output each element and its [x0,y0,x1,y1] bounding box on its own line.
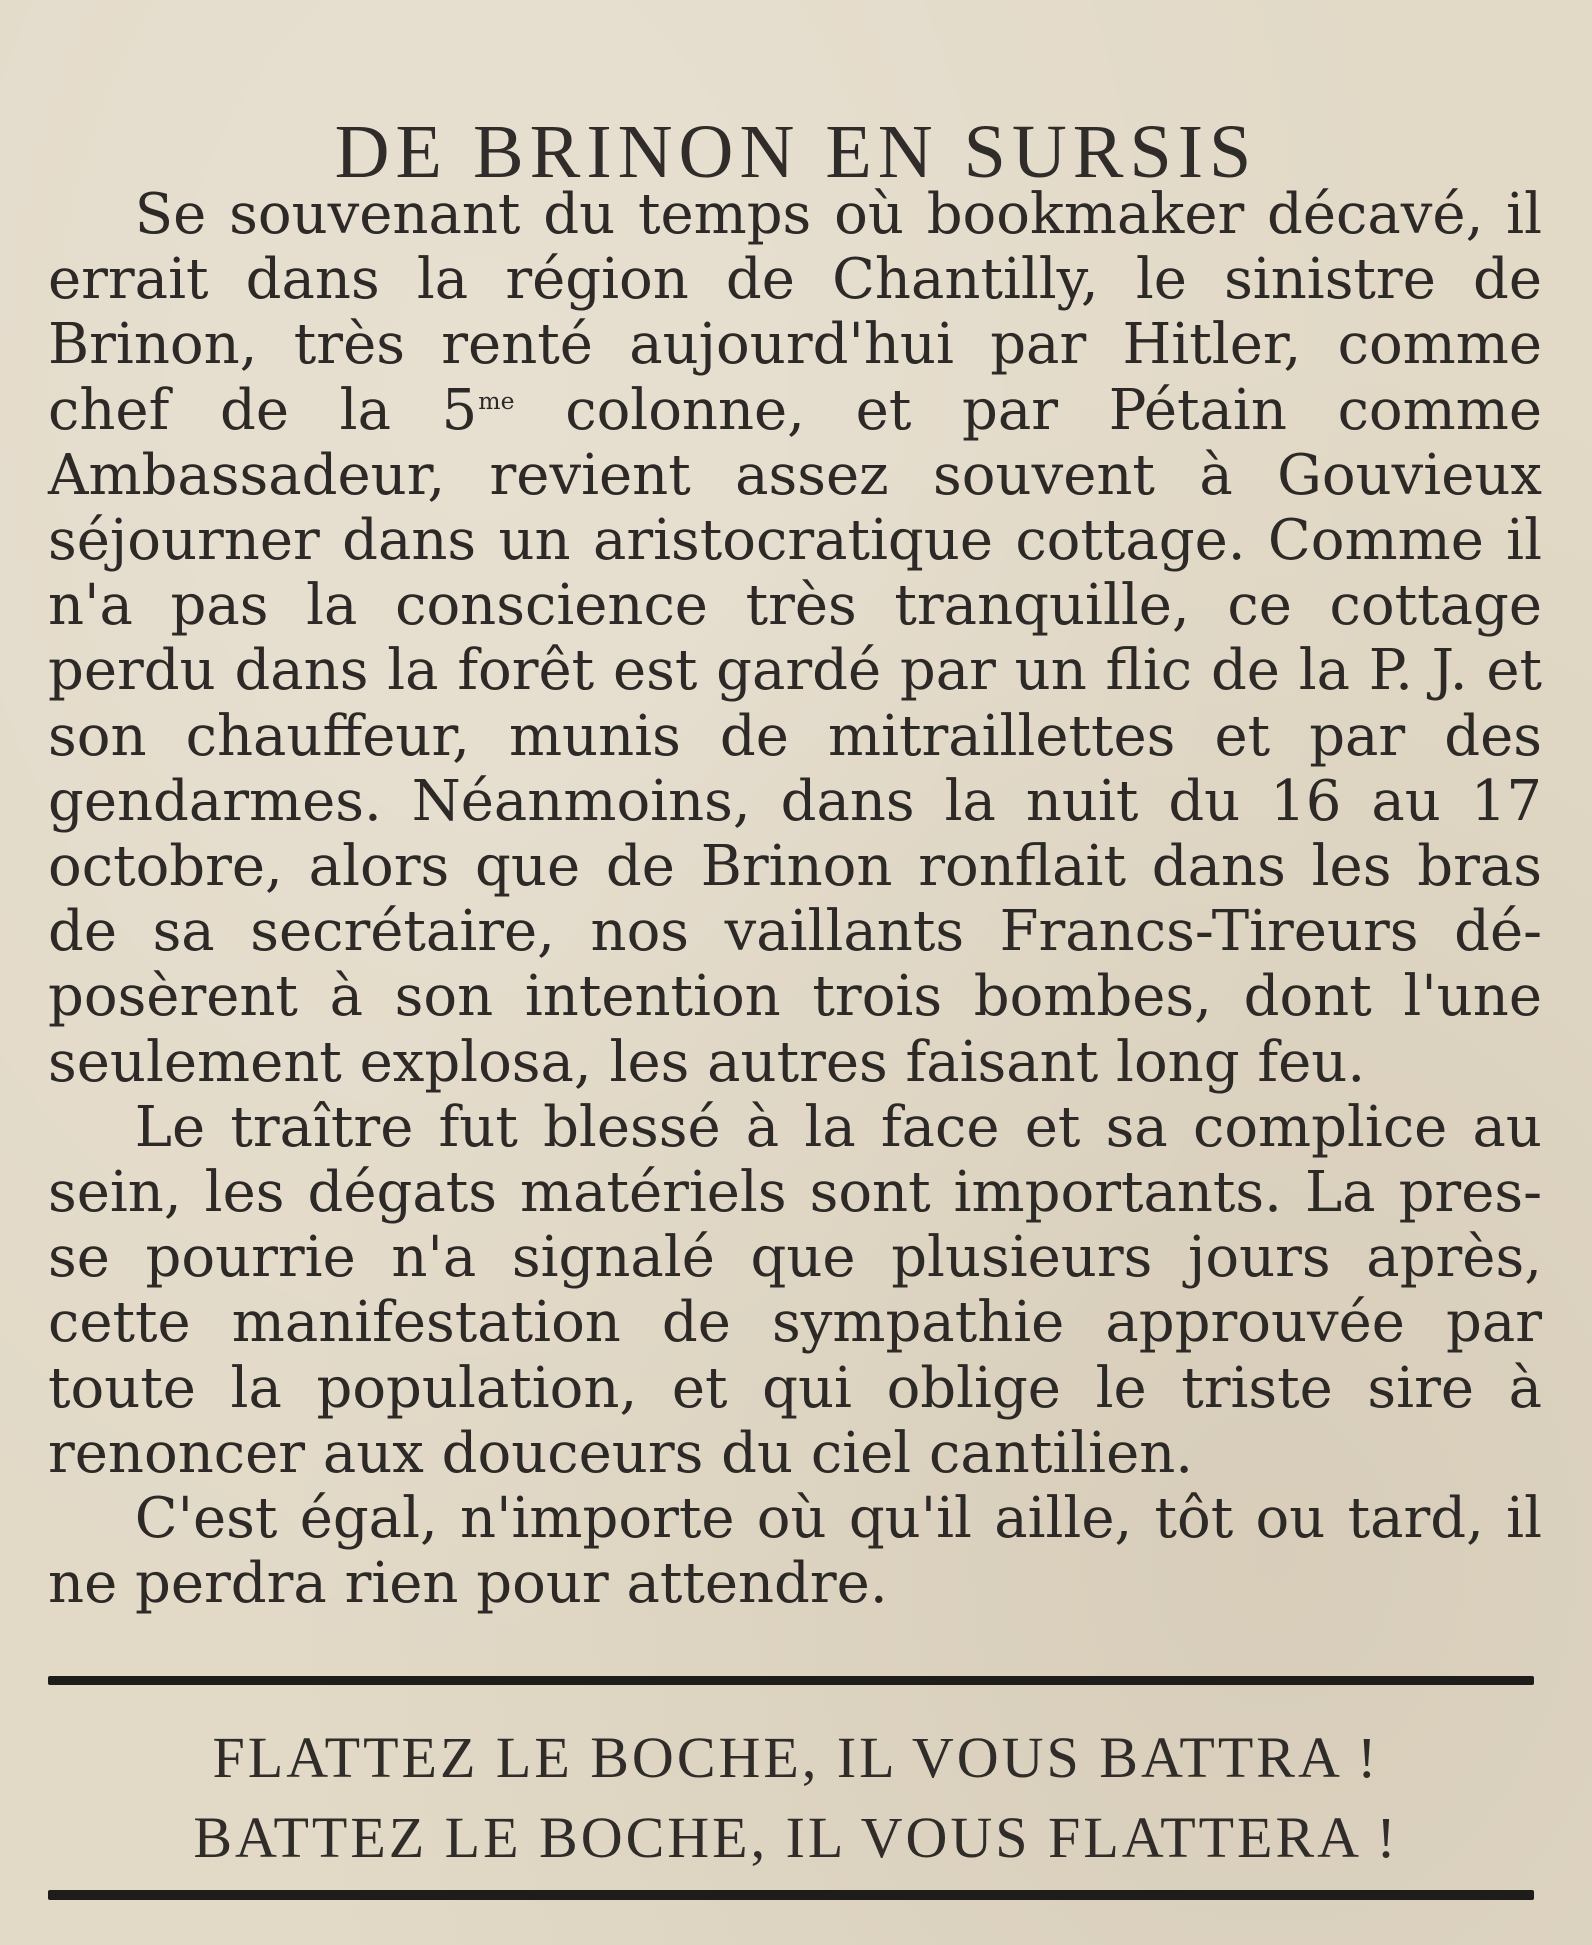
article-paragraph-1 [48,182,1542,1095]
ordinal-superscript: me [478,386,515,415]
divider-rule-bottom [48,1890,1534,1900]
slogan-block [0,1718,1592,1878]
article-title: DE BRINON EN SURSIS [334,109,1258,194]
article-paragraph-3: C'est égal, n'importe où qu'il aille, tôt ou tard, il ne perdra rien pour attendre. [48,1486,1542,1617]
article-body [48,182,1542,1616]
slogan-line-1: FLATTEZ LE BOCHE, IL VOUS BATTRA ! [212,1725,1380,1790]
article-paragraph-2: Le traître fut blessé à la face et sa complice au sein, les dégats matériels sont importants. La presse pourrie n'a signalé que plusieurs jours après, cette manifestation de sympathie approuvée par toute la population, et qui oblige le triste sire à renoncer aux douceurs du ciel cantilien. [48,1094,1542,1486]
paragraph-1-text-start: Se souvenant du temps où bookmaker décavé, il errait dans la région de Chantilly, le sinistre de Brinon, très renté aujourd'hui par Hitler, comme chef de la 5 [48,182,1542,443]
paragraph-1-text-end: colonne, et par Pétain comme Ambassadeur, revient assez souvent à Gouvieux séjourner dans un aristocratique cottage. Comme il n'a pas la conscience très tranquille, ce cottage perdu dans la forêt est gardé par un flic de la P. J. et son chauffeur, munis de mitraillettes et par des gendarmes. Néanmoins, dans la nuit du 16 au 17 octobre, alors que de Brinon ronflait dans les bras de sa secrétaire, nos vaillants Francs-Tireurs déposèrent à son intention trois bombes, dont l'une seulement explosa, les autres faisant long feu. [48,377,1542,1095]
divider-rule-top [48,1676,1534,1685]
slogan-line-2: BATTEZ LE BOCHE, IL VOUS FLATTERA ! [193,1805,1399,1870]
